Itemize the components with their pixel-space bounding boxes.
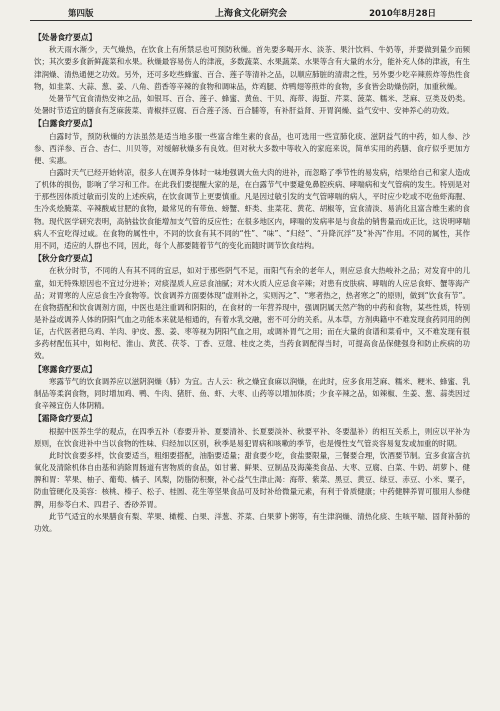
- paragraph: 根据中医养生学的观点，在四季五补（春要升补、夏要清补、长夏要淡补、秋要平补、冬要温补）的相互关系上，则应以平补为原则，在饮食进补中当以食物的性味、归经加以区别，秋季是易犯胃病和咳嗽的季节，也是慢性支气管炎容易复发或加重的时期。: [34, 426, 470, 448]
- section-shuangjiang: [34, 413, 470, 535]
- paragraph: 白露时天气已经开始转凉，很多人在调养身体时一味地强调大鱼大肉的进补，而忽略了季节性的易发病，结果给自己和家人造成了机体的损伤，影响了学习和工作。在此我们要提醒大家的是，在白露节气中要避免鼻腔疾病、哮喘病和支气管病的发生。特别是对于那些因体质过敏而引发的上述疾病，在饮食调节上更要慎重。凡是因过敏引发的支气管哮喘的病人，平时应少吃或不吃鱼虾海腥、生冷炙烩腌菜、辛辣酸咸甘肥的食物，最常见的有带鱼、螃蟹、虾类、韭菜花、黄花、胡椒等，宜食清淡、易消化且富含维生素的食物。现代医学研究表明，高钠盐饮食能增加支气管的反应性；在很多地区内，哮喘的发病率是与食盐的销售量而成正比，这说明哮喘病人不宜吃得过咸。在食物的属性中，不同的饮食有其不同的“性”、“味”、“归经”、“升降沉浮”及“补泻”作用。不同的属性，其作用不同，适应的人群也不同，因此，每个人都要随着节气的变化而随时调节饮食结构。: [34, 168, 470, 250]
- section-hanlu: [34, 364, 470, 413]
- publication-title: 上海食文化研究会: [214, 9, 287, 19]
- edition-label: 第四版: [68, 9, 94, 19]
- paragraph: 秋天雨水渐少，天气燥热，在饮食上有所禁忌也可预防秋燥。首先要多喝开水、淡茶、果汁饮料、牛奶等，并要做到量少而频饮；其次要多食新鲜蔬菜和水果。秋燥最容易伤人的津液，多数蔬菜、水果蔬菜、水果等含有大量的水分，能补充人体的津液，有生津润燥、清热通便之功效。另外，还可多吃些蜂蜜、百合、莲子等清补之品，以顺应肺脏的清肃之性，另外要少吃辛辣煎炸等热性食物，如韭菜、大蒜、葱、姜、八角、茴香等辛辣的食物和调味品，炸鸡腿、炸鸭翅等煎炸的食物，多食皆会助燥伤阴，加重秋燥。: [34, 45, 470, 91]
- header-divider: [30, 20, 472, 21]
- paragraph: 在秋分时节，不同的人有其不同的宜忌，如对于那些阴气不足，而阳气有余的老年人，则应忌食大热峻补之品；对发育中的儿童，如无特殊原因也不宜过分进补；对痰湿质人应忌食油腻；对木火质人应忌食辛辣；对患有皮肤病、哮喘的人应忌食虾、蟹等海产品；对胃寒的人应忌食生冷食物等。饮食调养方面要体现“虚则补之，实则泻之”、“寒者热之，热者寒之”的原则，做到“饮食有节”。在食物搭配和饮食调剂方面，中医也是注重调和阴阳的，在食材的一年营养现中，强调阴属天然产物的中药和食物，某些性质，特别是补益或调养人体的阴阳气血之功能本来就是相通的，有着水乳交融，密不可分的关系。从本草，方剂典籍中不难发现食药同用的例证，古代医者把乌鸡、羊肉、驴皮、葱、姜、枣等视为阴阳气血之用，或调补胃气之用；而在大量的食谱和菜肴中，又不难发现有很多药材配伍其中，如枸杞、淮山、黄芪、茯苓、丁香、豆蔻、桂皮之类，当药食调配得当时，可提高食品保健强身和防止疾病的功效。: [34, 266, 470, 361]
- paragraph: 白露时节，预防秋燥的方法虽然是适当地多服一些富含维生素的食品，也可选用一些宣肺化痰、滋阴益气的中药，如人参、沙参、西洋参、百合、杏仁、川贝等，对缓解秋燥多有良效。但对秋大多数中等收入的家庭来说，简单实用的药膳、食疗似乎更加方便、实惠。: [34, 131, 470, 165]
- section-title: 【白露食疗要点】: [34, 119, 97, 129]
- paragraph: 处暑节气宜食清热安神之品，如银耳、百合、莲子、蜂蜜、黄鱼、干贝、海带、海蜇、芹菜、菠菜、糯米、芝麻、豆类及奶类。处暑时节适宜的膳食有芝麻菠菜、青椒拌豆腐、百合莲子汤、百合脯等，有补肝益肾、开胃润燥、益气安中、安神养心的功效。: [34, 93, 470, 116]
- section-title: 【处暑食疗要点】: [34, 33, 97, 42]
- section-title: 【秋分食疗要点】: [34, 254, 97, 264]
- page-header: [30, 0, 472, 22]
- section-chushu: [34, 32, 470, 117]
- section-title: 【霜降食疗要点】: [34, 414, 97, 424]
- paragraph: 此时饮食要多样，饮食要适当，粗细要搭配，油脂要适量；甜食要少吃，食盐要限量，三餐要合理，饮酒要节制。宜多食富含抗氧化及清除机体自由基和消除胃肠道有害物质的食品，如甘薯、鲜果、豆制品及海藻类食品、大枣、豆腐、白菜、牛奶、胡萝卜、健脾和胃：苹果、柚子、葡萄、橘子、风梨，防脂防积聚，补心益气生津止渴：海带、紫菜、黑豆、黄豆、绿豆、赤豆、小米、粟子，防血管硬化及美容：核桃、榛子、松子、桂圆、花生等坚果食品可及时补给微量元素，有利于骨质健康；中药健脾养胃可服用人参健脾，用参苓白术、四君子、香砂养胃。: [34, 451, 470, 509]
- section-bailu: [34, 118, 470, 252]
- issue-date: 2010年8月28日: [369, 9, 436, 19]
- section-qiufen: [34, 253, 470, 363]
- article-body: [34, 31, 470, 535]
- section-title: 【寒露食疗要点】: [34, 364, 97, 374]
- paragraph: 此节气适宜的水果膳食有梨、苹果、橄榄、白果、洋葱、芥菜、白果萝卜粥等，有生津润燥、清热化痰、生咳平喘、固肾补肺的功效。: [34, 511, 470, 533]
- paragraph: 寒露节气的饮食调养应以滋阴润燥（肺）为宜。古人云：秋之燥宜食麻以润燥，在此时，应多食用芝麻、糯米、粳米、蜂蜜、乳制品等柔润食物，同时增加鸡、鸭、牛肉、猪肝、鱼、虾、大枣、山药等以增加体质；少食辛辣之品，如辣椒、生姜、葱、蒜类因过食辛辣宜伤人体阴精。: [34, 376, 470, 411]
